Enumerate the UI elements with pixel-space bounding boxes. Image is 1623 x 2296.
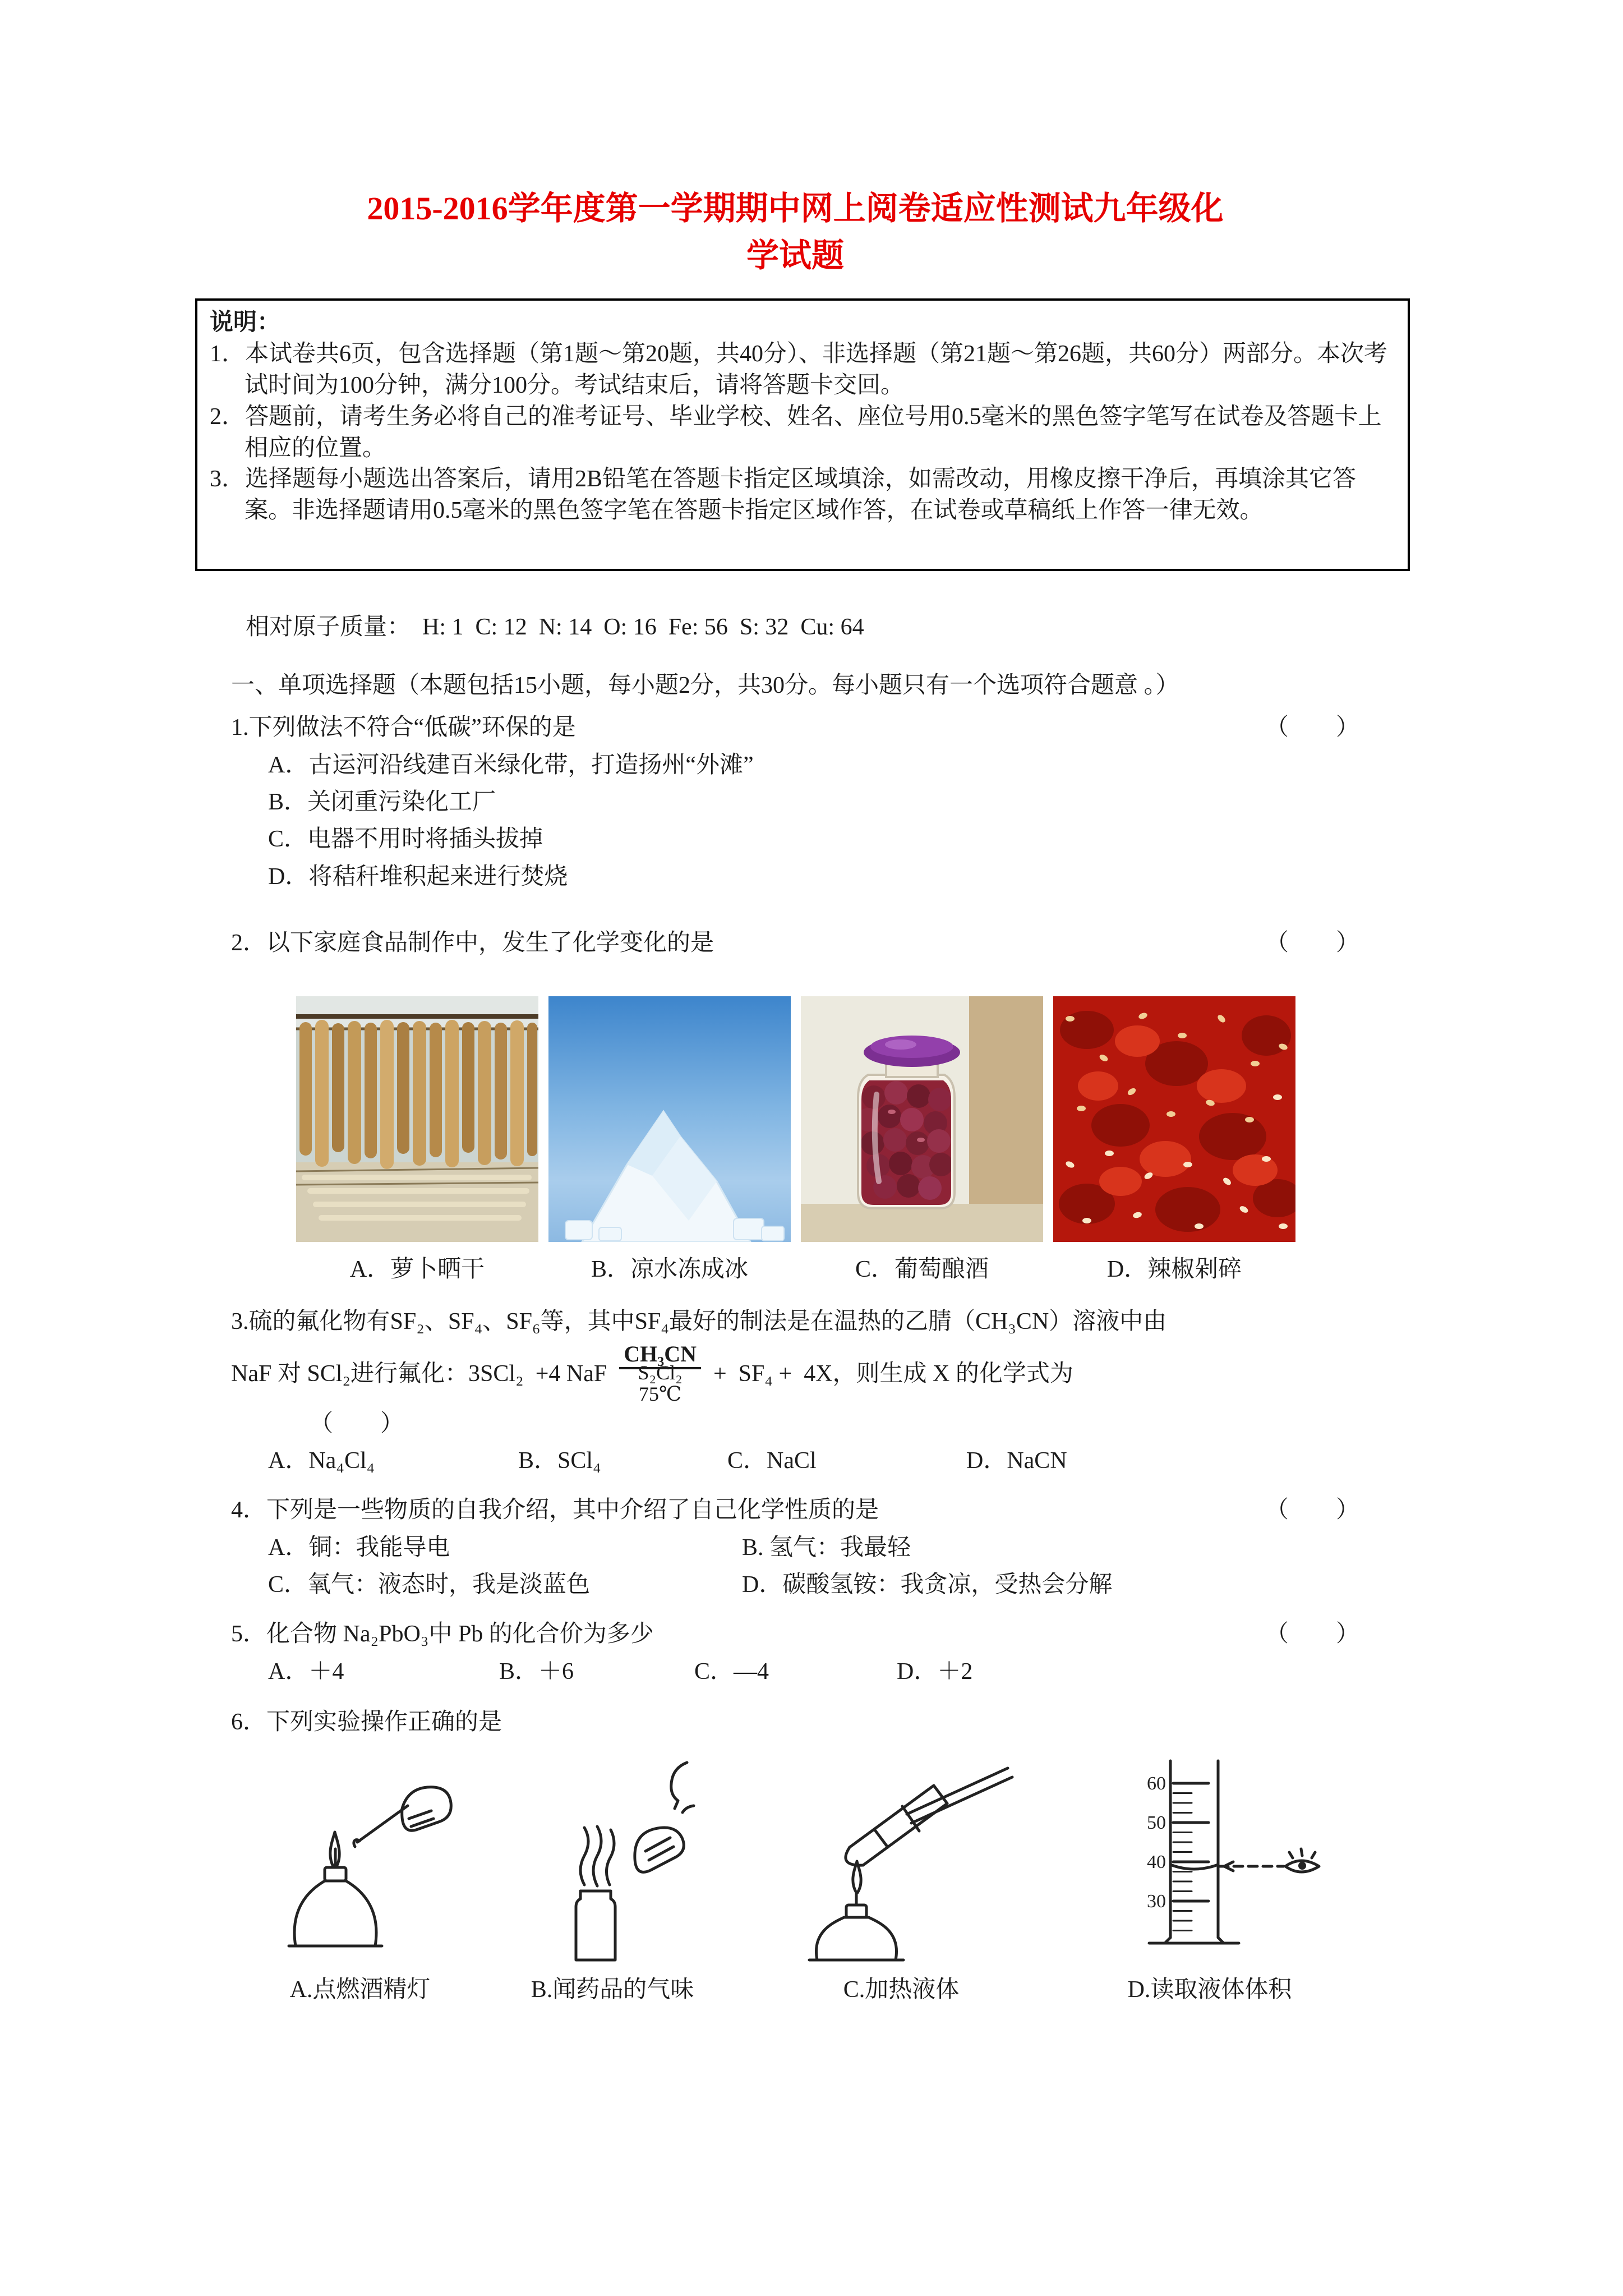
q3-answer-bracket: （ ） bbox=[310, 1410, 404, 1437]
q6-figure-a bbox=[268, 1752, 453, 2008]
q6-figure-row bbox=[268, 1752, 1359, 2008]
q2-answer-bracket: （ ） bbox=[1265, 930, 1359, 956]
atomic-mass-line bbox=[246, 608, 1359, 642]
q5-option-d: D．＋2 bbox=[897, 1658, 973, 1685]
q6-stem: 6．下列实验操作正确的是 bbox=[231, 1709, 502, 1736]
q4-answer-bracket: （ ） bbox=[1265, 1497, 1359, 1524]
freezing-water-image bbox=[548, 996, 791, 1242]
section-one-heading: 一、单项选择题（本题包括15小题，每小题2分，共30分。每小题只有一个选项符合题意 。） bbox=[231, 673, 1179, 699]
q6-figure-d bbox=[1086, 1752, 1333, 2008]
cylinder-tick-40: 40 bbox=[1147, 1851, 1166, 1872]
q3-option-a: A．Na₄Cl₄ bbox=[268, 1448, 375, 1474]
q2-photo-row bbox=[296, 996, 1359, 1242]
read-volume-figure bbox=[1086, 1752, 1333, 1966]
instructions-box bbox=[195, 298, 1410, 571]
q5-answer-bracket: （ ） bbox=[1265, 1621, 1359, 1648]
atomic-mass-values: H: 1 C: 12 N: 14 O: 16 Fe: 56 S: 32 Cu: 64 bbox=[411, 614, 864, 641]
instruction-item-2: 2．答题前，请考生务必将自己的准考证号、毕业学校、姓名、座位号用0.5毫米的黑色签字笔写在试卷及答题卡上相应的位置。 bbox=[210, 403, 1382, 461]
light-alcohol-lamp-figure bbox=[268, 1752, 453, 1966]
q3-options-row bbox=[268, 1442, 1359, 1479]
q3-equation-right: + SF₄ + 4X，则生成 X 的化学式为 bbox=[713, 1360, 1073, 1387]
q5-option-b: B．＋6 bbox=[499, 1658, 574, 1685]
question-5 bbox=[231, 1616, 1359, 1690]
q2-caption-d: D．辣椒剁碎 bbox=[1106, 1257, 1242, 1283]
smell-reagent-figure bbox=[509, 1752, 716, 1966]
title-line-2: 学试题 bbox=[746, 237, 844, 274]
cylinder-tick-50: 50 bbox=[1147, 1812, 1166, 1833]
q4-option-b: B. 氢气：我最轻 bbox=[742, 1534, 911, 1561]
q2-caption-c: C．葡萄酿酒 bbox=[855, 1257, 989, 1283]
q4-option-c: C．氧气：液态时，我是淡蓝色 bbox=[268, 1572, 591, 1598]
q2-caption-row bbox=[296, 1251, 1359, 1288]
q3-equation-left: NaF 对 SCl₂进行氟化：3SCl₂ +4 NaF bbox=[231, 1360, 607, 1387]
freezing-water-photo bbox=[548, 996, 791, 1242]
instruction-item-3: 3．选择题每小题选出答案后，请用2B铅笔在答题卡指定区域填涂，如需改动，用橡皮擦干净后，再填涂其它答案。非选择题请用0.5毫米的黑色签字笔在答题卡指定区域作答，在试卷或草稿纸上作答一律无效。 bbox=[210, 466, 1357, 524]
cylinder-tick-60: 60 bbox=[1147, 1773, 1166, 1794]
q1-option-d: D．将秸秆堆积起来进行焚烧 bbox=[268, 863, 568, 890]
grape-wine-image bbox=[801, 996, 1043, 1242]
q6-caption-a: A.点燃酒精灯 bbox=[289, 1976, 431, 2003]
q4-stem: 4．下列是一些物质的自我介绍，其中介绍了自己化学性质的是 bbox=[231, 1497, 879, 1524]
q5-option-a: A．＋4 bbox=[268, 1658, 344, 1685]
q5-stem: 5．化合物 Na₂PbO₃中 Pb 的化合价为多少 bbox=[231, 1621, 654, 1648]
cylinder-tick-30: 30 bbox=[1147, 1890, 1166, 1912]
atomic-mass-label: 相对原子质量： bbox=[246, 614, 411, 641]
q6-caption-d: D.读取液体体积 bbox=[1127, 1976, 1292, 2003]
chopped-chili-photo bbox=[1053, 996, 1295, 1242]
reaction-condition-solvent: CH₃CN bbox=[619, 1342, 701, 1369]
reaction-condition-temp: 75℃ bbox=[638, 1382, 682, 1405]
q3-option-c: C．NaCl bbox=[727, 1448, 817, 1474]
q3-option-b: B．SCl₄ bbox=[518, 1448, 601, 1474]
q5-options-row bbox=[268, 1653, 1359, 1690]
instructions-heading: 说明： bbox=[210, 310, 281, 336]
question-4 bbox=[231, 1492, 1359, 1603]
chopped-chili-image bbox=[1053, 996, 1295, 1242]
radish-drying-image bbox=[296, 996, 538, 1242]
q6-caption-b: B.闻药品的气味 bbox=[531, 1976, 694, 2003]
q4-options-grid bbox=[268, 1529, 1359, 1604]
reaction-condition-stack bbox=[619, 1342, 701, 1405]
q4-option-a: A．铜：我能导电 bbox=[268, 1534, 450, 1561]
reaction-condition-product: S₂Cl₂ bbox=[638, 1361, 683, 1384]
q3-stem-line-1: 3.硫的氟化物有SF₂、SF₄、SF₆等，其中SF₄最好的制法是在温热的乙腈（CH₃CN）溶液中由 bbox=[231, 1308, 1167, 1335]
instruction-item-1: 1．本试卷共6页，包含选择题（第1题～第20题，共40分）、非选择题（第21题～第26题，共60分）两部分。本次考试时间为100分钟，满分100分。考试结束后，请将答题卡交回。 bbox=[210, 341, 1388, 398]
q1-option-c: C．电器不用时将插头拔掉 bbox=[268, 826, 543, 853]
q1-answer-bracket: （ ） bbox=[1265, 715, 1359, 741]
question-6 bbox=[231, 1704, 1359, 2008]
q2-stem: 2．以下家庭食品制作中，发生了化学变化的是 bbox=[231, 930, 714, 956]
q2-caption-b: B．凉水冻成冰 bbox=[591, 1257, 748, 1283]
q2-caption-a: A．萝卜晒干 bbox=[349, 1257, 485, 1283]
q6-figure-b bbox=[509, 1752, 716, 2008]
radish-drying-photo bbox=[296, 996, 538, 1242]
q1-option-b: B．关闭重污染化工厂 bbox=[268, 789, 496, 815]
q3-equation-row bbox=[231, 1342, 1359, 1405]
q3-option-d: D．NaCN bbox=[966, 1448, 1067, 1474]
question-1 bbox=[231, 709, 1359, 895]
question-2 bbox=[231, 924, 1359, 1289]
q1-stem: 1.下列做法不符合“低碳”环保的是 bbox=[231, 715, 576, 741]
q6-figure-c bbox=[772, 1752, 1030, 2008]
page-title bbox=[231, 185, 1359, 279]
q1-option-a: A．古运河沿线建百米绿化带，打造扬州“外滩” bbox=[268, 752, 754, 778]
grape-wine-photo bbox=[801, 996, 1043, 1242]
q4-option-d: D．碳酸氢铵：我贪凉，受热会分解 bbox=[742, 1572, 1113, 1598]
title-line-1: 2015-2016学年度第一学期期中网上阅卷适应性测试九年级化 bbox=[367, 190, 1224, 227]
question-3 bbox=[231, 1303, 1359, 1480]
q6-caption-c: C.加热液体 bbox=[843, 1976, 960, 2003]
heat-liquid-figure bbox=[772, 1752, 1030, 1966]
q5-option-c: C．—4 bbox=[694, 1658, 769, 1685]
